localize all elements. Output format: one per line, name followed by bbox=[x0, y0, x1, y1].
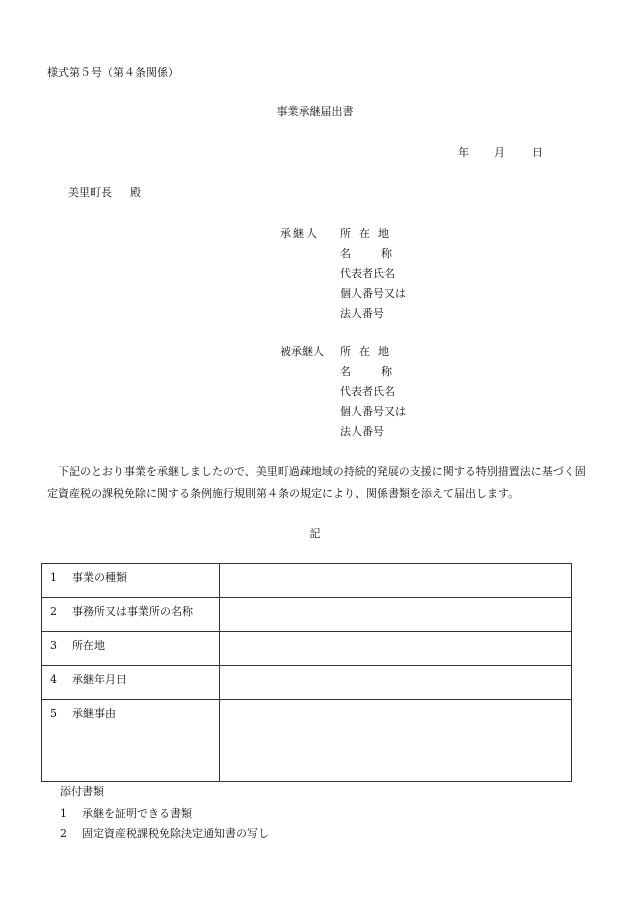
table-row bbox=[42, 632, 572, 666]
addressee-honorific: 殿 bbox=[130, 186, 141, 199]
table-row bbox=[42, 564, 572, 598]
successor-field-personal-number: 個人番号又は bbox=[340, 287, 406, 300]
predecessor-field-representative: 代表者氏名 bbox=[340, 385, 395, 398]
attachment-item bbox=[60, 807, 192, 821]
attachment-item bbox=[60, 827, 269, 841]
predecessor-field-personal-number: 個人番号又は bbox=[340, 405, 406, 418]
details-table bbox=[41, 563, 572, 782]
row-number: 1 bbox=[50, 571, 57, 584]
row-value-field[interactable] bbox=[220, 666, 572, 700]
row-value-field[interactable] bbox=[220, 564, 572, 598]
date-year-label: 年 bbox=[458, 146, 469, 159]
row-label bbox=[42, 564, 220, 598]
table-row bbox=[42, 700, 572, 782]
table-row bbox=[42, 598, 572, 632]
row-label-text: 承継事由 bbox=[72, 707, 116, 720]
row-label bbox=[42, 598, 220, 632]
row-label-text: 承継年月日 bbox=[72, 673, 127, 686]
predecessor-field-name: 名称 bbox=[340, 365, 422, 378]
row-value-field[interactable] bbox=[220, 632, 572, 666]
row-value-field[interactable] bbox=[220, 598, 572, 632]
attachment-text: 承継を証明できる書類 bbox=[82, 807, 192, 820]
addressee bbox=[68, 186, 141, 200]
document-title: 事業承継届出書 bbox=[276, 105, 354, 118]
successor-field-name: 名称 bbox=[340, 247, 422, 260]
row-label-text: 事務所又は事業所の名称 bbox=[72, 605, 193, 618]
attachment-number: 1 bbox=[60, 807, 67, 820]
addressee-name: 美里町長 bbox=[68, 186, 112, 199]
predecessor-role: 被承継人 bbox=[280, 345, 324, 358]
predecessor-field-address: 所在地 bbox=[340, 345, 397, 358]
date-month-label: 月 bbox=[494, 146, 505, 159]
row-label-text: 所在地 bbox=[72, 639, 105, 652]
predecessor-field-corporate-number: 法人番号 bbox=[340, 425, 384, 438]
row-number: 2 bbox=[50, 605, 57, 618]
body-paragraph: 下記のとおり事業を承継しましたので、美里町過疎地域の持続的発展の支援に関する特別措置法に基づく固定資産税の課税免除に関する条例施行規則第４条の規定により、関係書類を添えて届出します。 bbox=[47, 465, 586, 500]
attachments-heading: 添付書類 bbox=[60, 785, 104, 798]
table-row bbox=[42, 666, 572, 700]
row-value-field[interactable] bbox=[220, 700, 572, 782]
ki-heading: 記 bbox=[309, 527, 321, 540]
row-label bbox=[42, 632, 220, 666]
successor-role: 承継人 bbox=[280, 227, 319, 240]
row-number: 3 bbox=[50, 639, 57, 652]
attachment-text: 固定資産税課税免除決定通知書の写し bbox=[82, 827, 269, 840]
row-number: 5 bbox=[50, 707, 57, 720]
row-label-text: 事業の種類 bbox=[72, 571, 127, 584]
row-number: 4 bbox=[50, 673, 57, 686]
successor-field-corporate-number: 法人番号 bbox=[340, 307, 384, 320]
successor-field-representative: 代表者氏名 bbox=[340, 267, 395, 280]
row-label bbox=[42, 666, 220, 700]
form-number: 様式第５号（第４条関係） bbox=[47, 66, 179, 79]
row-label bbox=[42, 700, 220, 782]
date-day-label: 日 bbox=[532, 146, 543, 159]
date-line bbox=[458, 146, 543, 160]
successor-field-address: 所在地 bbox=[340, 227, 397, 240]
attachment-number: 2 bbox=[60, 827, 67, 840]
